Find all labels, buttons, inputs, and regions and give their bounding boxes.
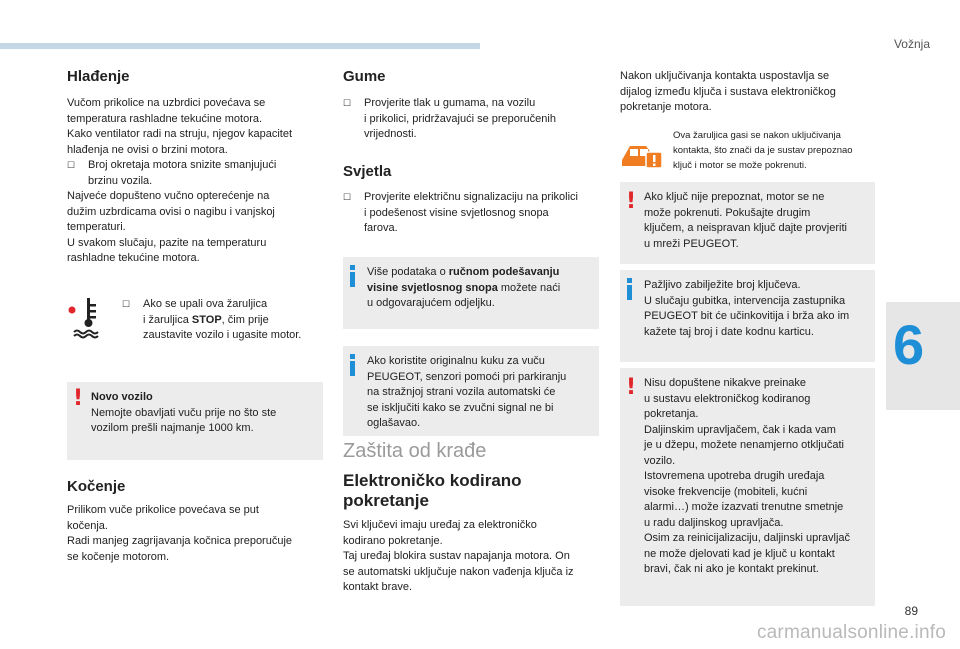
text-line: se kočenje motorom.: [67, 550, 170, 563]
text-line: vrijednosti.: [364, 128, 417, 140]
warning-box-key: [620, 182, 875, 264]
text-span: , čim prije: [221, 313, 269, 326]
warning-box-novo-vozilo: [67, 382, 323, 460]
text-line: u sustavu elektroničkog kodiranog: [644, 392, 811, 405]
text-span-bold: visine svjetlosnog snopa: [367, 281, 498, 294]
text-line: Svi ključevi imaju uređaj za elektroničko: [343, 519, 537, 531]
text-line: temperaturi.: [67, 221, 126, 233]
text-line: se automatski uključuje nakon vađenja ključa iz: [343, 565, 574, 578]
text-line: rashladne tekućine motora.: [67, 252, 200, 264]
text-line: Prilikom vuče prikolice povećava se put: [67, 504, 259, 516]
text-line: Taj uređaj blokira sustav napajanja motora. On: [343, 550, 570, 562]
text-line: U svakom slučaju, pazite na temperaturu: [67, 236, 267, 249]
text-line: Kako ventilator radi na struju, njegov kapacitet: [67, 128, 293, 140]
gume-text: [343, 96, 605, 143]
bullet-marker: ☐: [67, 160, 76, 170]
text-line: Vučom prikolice na uzbrdici povećava se: [67, 97, 266, 109]
bullet-item: [122, 297, 322, 344]
theme-title: Zaštita od krađe: [343, 440, 487, 462]
bullet-marker: ☐: [122, 299, 131, 309]
text-line: Ako se upali ova žaruljica: [143, 298, 268, 310]
page-number: 89: [904, 604, 918, 618]
text-line: u radu daljinskog upravljača.: [644, 516, 784, 529]
text-line: vozilo.: [644, 454, 676, 467]
info-box-headlamp: [343, 257, 599, 329]
heading-line: pokretanje: [343, 491, 429, 510]
text-line: se isključiti kako se zvučni signal ne bi: [367, 401, 554, 414]
bullet-marker: ☐: [343, 98, 352, 108]
heading-kocenje: Kočenje: [67, 478, 126, 495]
info-icon: [350, 361, 355, 376]
text-line: Ova žaruljica gasi se nakon uključivanja: [673, 130, 841, 141]
text-line: Radi manjeg zagrijavanja kočnica preporučuje: [67, 535, 293, 547]
text-line: i prikolici, pridržavajući se preporučenih: [364, 112, 556, 125]
text-line: ne može djelovati kad je ključ u kontakt: [644, 547, 835, 560]
text-line: oglašavao.: [367, 417, 421, 429]
text-line: visoke frekvencije (mobiteli, kućni: [644, 485, 808, 498]
kocenje-text: [67, 503, 329, 565]
text-line: i podešenost visine svjetlosnog snopa: [364, 206, 549, 219]
text-line: Nisu dopuštene nikakve preinake: [644, 377, 807, 389]
text-line: Broj okretaja motora snizite smanjujući: [88, 159, 277, 171]
text-line: U slučaju gubitka, intervencija zastupnika: [644, 294, 846, 307]
key-note: [673, 128, 881, 173]
text-line: Nakon uključivanja kontakta uspostavlja se: [620, 70, 830, 82]
bullet-item: [343, 96, 605, 143]
heading-gume: Gume: [343, 68, 386, 85]
text-line: Najveće dopušteno vučno opterećenje na: [67, 190, 270, 202]
text-line: [367, 281, 591, 297]
intro-text: [620, 69, 882, 116]
text-line: može pokrenuti. Pokušajte drugim: [644, 206, 811, 219]
info-icon: [627, 285, 632, 300]
text-line: zaustavite vozilo i ugasite motor.: [143, 329, 302, 341]
text-line: Istovremena upotreba drugih uređaja: [644, 470, 825, 482]
text-span: Više podataka o: [367, 266, 449, 278]
heading-svjetla: Svjetla: [343, 163, 392, 180]
text-line: PEUGEOT, senzori pomoći pri parkiranju: [367, 370, 567, 383]
text-line: ključ i motor se može pokrenuti.: [673, 160, 807, 171]
svjetla-text: [343, 190, 605, 237]
heading-immobiliser: [343, 471, 522, 511]
warning-icon: !: [626, 189, 637, 214]
text-line: Provjerite tlak u gumama, na vozilu: [364, 97, 536, 109]
info-box-keys: [620, 270, 875, 362]
warning-icon: !: [73, 386, 84, 411]
text-line: kodirano pokretanje.: [343, 534, 443, 547]
text-line: u mreži PEUGEOT.: [644, 237, 739, 250]
text-line: PEUGEOT bit će učinkovitija i brža ako im: [644, 310, 850, 322]
text-line: Nemojte obavljati vuču prije no što ste: [91, 406, 277, 419]
heading-line: Elektroničko kodirano: [343, 471, 522, 490]
text-line: kontakta, što znači da je sustav prepoznao: [673, 145, 853, 156]
text-line: hlađenja ne ovisi o brzini motora.: [67, 143, 228, 156]
stop-note: [122, 297, 322, 344]
info-box-towbar: [343, 346, 599, 436]
text-line: ključem, a neispravan ključ dajte provjeriti: [644, 222, 847, 234]
immobiliser-text: [343, 518, 605, 596]
heading-hladenje: Hlađenje: [67, 68, 130, 85]
text-line: na stražnjoj strani vozila automatski će: [367, 386, 556, 398]
text-line: Ako ključ nije prepoznat, motor se ne: [644, 191, 825, 203]
warning-box-modifications: [620, 368, 875, 606]
box-title: Novo vozilo: [91, 391, 153, 403]
text-line: Osim za reinicijalizaciju, daljinski upravljač: [644, 532, 851, 544]
stop-label: STOP: [191, 313, 222, 326]
text-line: Daljinskim upravljačem, čak i kada vam: [644, 423, 836, 436]
text-line: temperatura rashladne tekućine motora.: [67, 112, 263, 125]
text-line: pokretanje motora.: [620, 101, 712, 113]
bullet-item: [67, 158, 329, 189]
text-span: i žaruljica: [143, 313, 192, 326]
warning-icon: !: [626, 375, 637, 400]
text-line: bravi, čak ni ako je kontakt prekinut.: [644, 563, 819, 575]
text-span: možete naći: [497, 281, 561, 294]
hladenje-text: [67, 96, 329, 267]
text-line: dužim uzbrdicama ovisi o nagibu i vanjskoj: [67, 205, 275, 218]
text-line: [367, 265, 591, 281]
text-line: Ako koristite originalnu kuku za vuču: [367, 355, 545, 367]
text-line: je u džepu, možete nenamjerno otključati: [644, 439, 844, 451]
header-bar: [0, 43, 480, 49]
text-line: alarmi…) može izazvati trenutne smetnje: [644, 501, 844, 513]
bullet-marker: ☐: [343, 192, 352, 202]
chapter-number: 6: [893, 313, 925, 376]
text-line: kočenja.: [67, 519, 108, 532]
watermark: carmanualsonline.info: [756, 622, 946, 643]
text-line: dijalog između ključa i sustava elektroničkog: [620, 85, 836, 98]
text-line: vozilom prešli najmanje 1000 km.: [91, 422, 254, 434]
text-line: pokretanja.: [644, 408, 699, 420]
text-span-bold: ručnom podešavanju: [448, 266, 560, 278]
text-line: kontakt brave.: [343, 581, 413, 593]
info-icon: [350, 272, 355, 287]
text-line: [143, 313, 322, 329]
text-line: Provjerite električnu signalizaciju na prikolici: [364, 191, 578, 203]
text-line: kažete taj broj i date kodnu karticu.: [644, 325, 814, 338]
text-line: brzinu vozila.: [88, 174, 153, 187]
text-line: u odgovarajućem odjeljku.: [367, 297, 495, 309]
section-title: Vožnja: [893, 37, 930, 51]
key-immobiliser-warning-icon: [620, 140, 664, 170]
text-line: Pažljivo zabilježite broj ključeva.: [644, 279, 801, 291]
text-line: farova.: [364, 222, 398, 234]
coolant-temperature-warning-icon: [66, 296, 110, 340]
bullet-item: [343, 190, 605, 237]
